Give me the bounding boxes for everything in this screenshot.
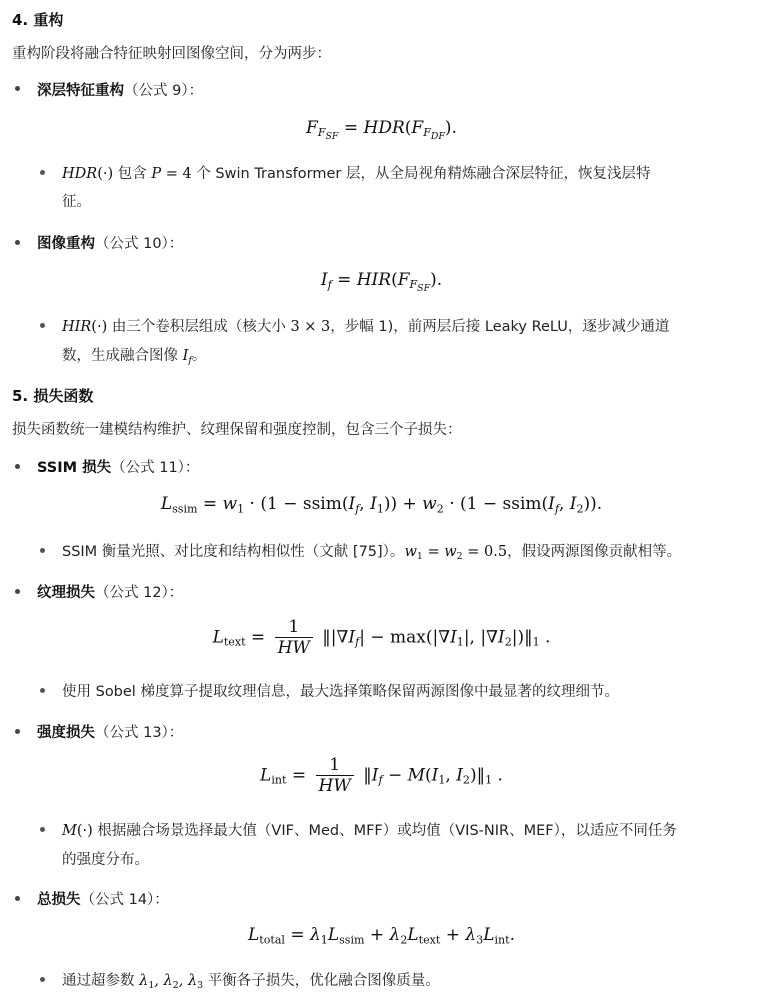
section-4-intro: 重构阶段将融合特征映射回图像空间，分为两步：: [12, 46, 331, 62]
list-item-texture-desc: 使用 Sobel 梯度算子提取纹理信息，最大选择策略保留两源图像中最显著的纹理细节。: [62, 684, 619, 700]
list-item-hir-desc: HIR(·) 由三个卷积层组成（核大小 3 × 3，步幅 1)，前两层后接 Leaky ReLU，逐步减少通道: [62, 319, 670, 335]
list-item-ssim-desc: SSIM 衡量光照、对比度和结构相似性（文献 [75]）。$w_1 = w_2 = 0.5$，假设两源图像贡献相等。: [62, 544, 682, 562]
section-4-heading: 4. 重构: [12, 11, 64, 29]
sub-bullet-dot: [40, 170, 45, 175]
sub-bullet-dot: [40, 688, 45, 693]
list-item-texture-loss: 纹理损失（公式 12）：: [37, 585, 184, 601]
list-item-image-recon: 图像重构（公式 10）：: [37, 236, 184, 252]
list-item-hdr-desc: HDR(·) 包含 P = 4 个 Swin Transformer 层，从全局视角精炼融合深层特征，恢复浅层特: [62, 166, 651, 182]
section-5-heading: 5. 损失函数: [12, 387, 94, 405]
list-item-hir-desc-cont: 数，生成融合图像 $I_f$。: [62, 348, 207, 366]
bullet-dot: [15, 464, 20, 469]
bullet-dot: [15, 589, 20, 594]
equation-period: .: [451, 118, 457, 138]
list-item-total-desc: 通过超参数 $\lambda_1$, $\lambda_2$, $\lambda_3$ 平衡各子损失，优化融合图像质量。: [62, 973, 440, 991]
sub-bullet-dot: [40, 977, 45, 982]
list-item-hdr-desc-cont: 征。: [62, 194, 91, 210]
equation-10: $I_f = HIR(F_{F_{SF}})$.: [320, 270, 443, 295]
bullet-dot: [15, 240, 20, 245]
section-5-intro: 损失函数统一建模结构维护、纹理保留和强度控制，包含三个子损失：: [12, 422, 462, 438]
equation-13: $L_{int}$ = $\frac{1}{HW}$ $‖I_f - M(I_1$, $I_2)‖_1$ .: [260, 755, 503, 797]
equation-11: $L_{ssim} = w_1 \cdot (1$ − $ssim(I_f$, $I_1)) + w_2 \cdot (1$ − $ssim(I_f$, $I_2$)).: [160, 494, 603, 516]
list-item-intensity-desc-cont: 的强度分布。: [62, 852, 149, 868]
sub-bullet-dot: [40, 827, 45, 832]
list-item-ssim-loss: SSIM 损失（公式 11）：: [37, 460, 200, 476]
list-item-intensity-desc: M(·) 根据融合场景选择最大值（VIF、Med、MFF）或均值（VIS-NIR、MEF），以适应不同任务: [62, 823, 677, 839]
equation-12: $L_{text}$ = $\frac{1}{HW}$ $‖|\nabla I_f| - \max(|\nabla I_1|$, $|\nabla I_2|)‖_1$ .: [212, 617, 551, 659]
sub-bullet-dot: [40, 548, 45, 553]
list-item-intensity-loss: 强度损失（公式 13）：: [37, 725, 184, 741]
bullet-dot: [15, 896, 20, 901]
item-label: 深层特征重构: [37, 83, 124, 99]
equation-14: $L_{total} = \lambda_1L_{ssim} + \lambda_2L_{text} + \lambda_3L_{int}$.: [248, 925, 515, 947]
sub-bullet-dot: [40, 323, 45, 328]
bullet-dot: [15, 729, 20, 734]
equation-9: $F_{F_{SF}} = HDR(F_{F_{DF}})$.: [306, 118, 457, 143]
list-item-total-loss: 总损失（公式 14）：: [37, 892, 169, 908]
list-item-deep-feature: [37, 79, 203, 100]
bullet-dot: [15, 86, 20, 91]
formula-ref: （公式 9）：: [124, 83, 204, 99]
